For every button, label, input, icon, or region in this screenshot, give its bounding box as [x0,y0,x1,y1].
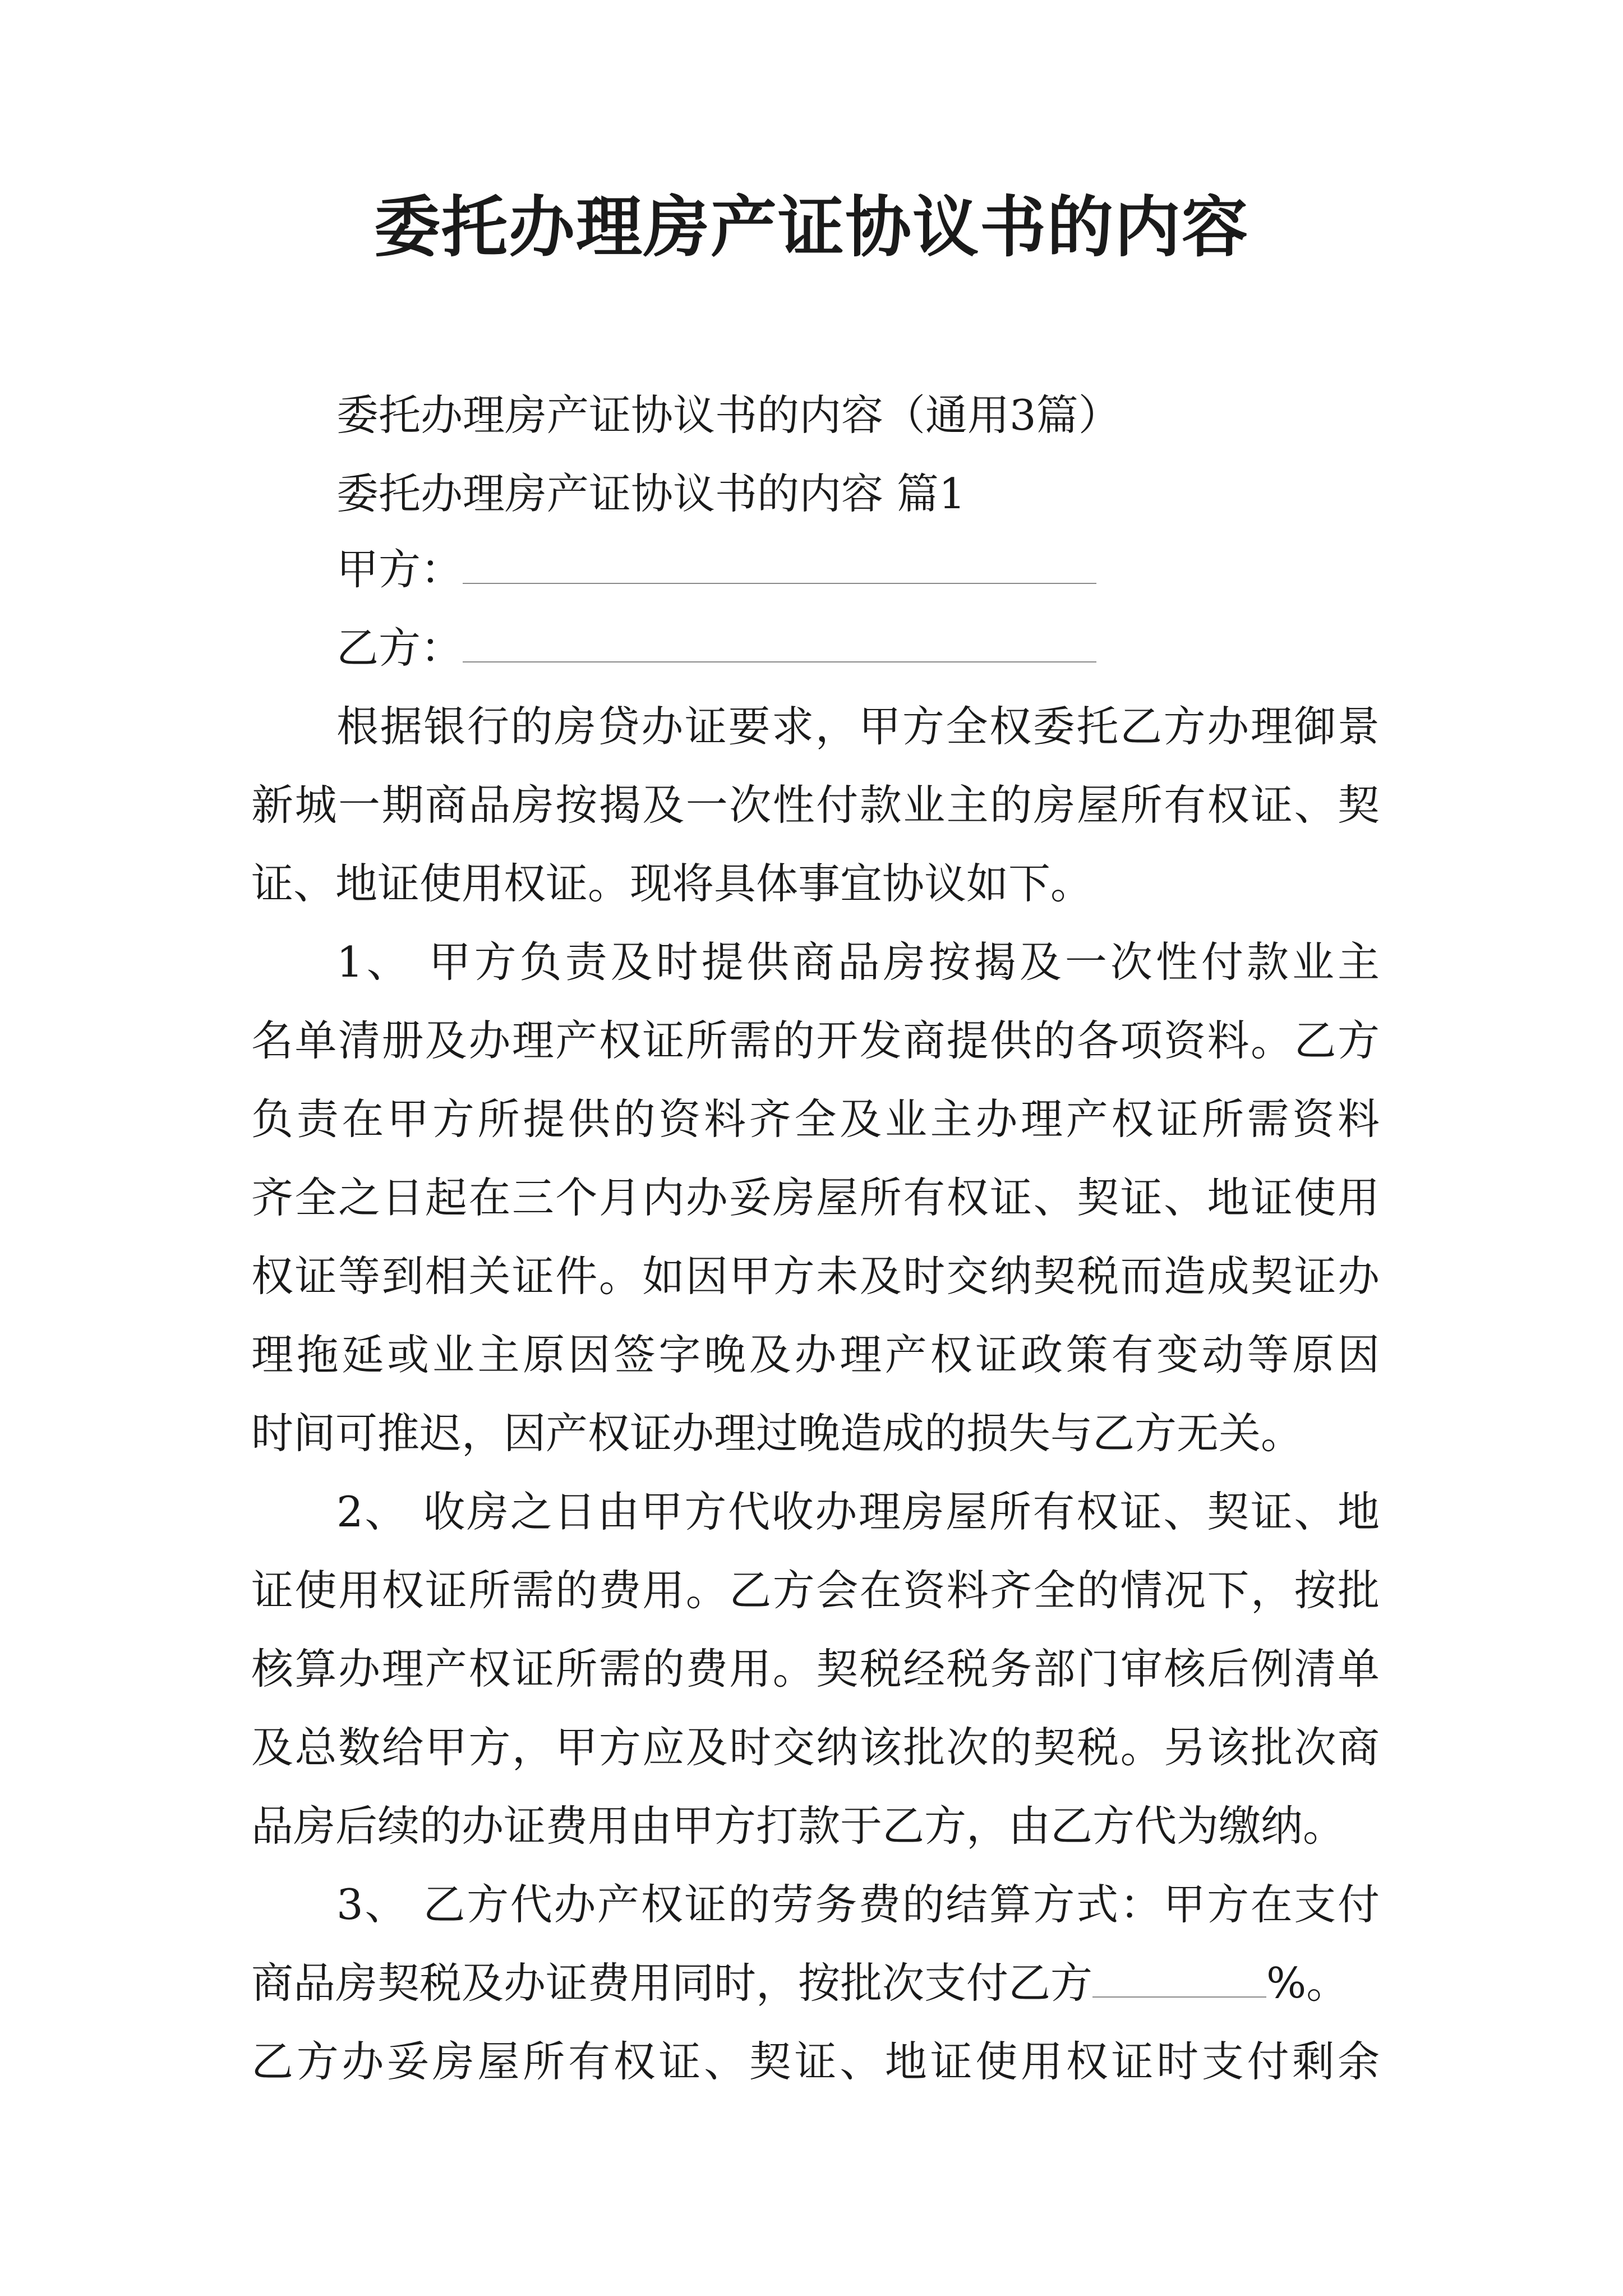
party-a-blank [463,583,1096,584]
paragraph-4-line-2 [251,1955,1348,2011]
subtitle: 委托办理房产证协议书的内容（通用3篇） [336,390,1121,440]
paragraph-2-line-1: 1、 甲方负责及时提供商品房按揭及一次性付款业主 [336,937,1380,987]
paragraph-1-line-2: 新城一期商品房按揭及一次性付款业主的房屋所有权证、契 [251,780,1380,830]
percent-suffix: %。 [1266,1958,1349,2008]
paragraph-3-line-5: 品房后续的办证费用由甲方打款于乙方，由乙方代为缴纳。 [251,1801,1345,1851]
paragraph-1-line-1: 根据银行的房贷办证要求，甲方全权委托乙方办理御景 [336,702,1380,751]
paragraph-2-line-5: 权证等到相关证件。如因甲方未及时交纳契税而造成契证办 [251,1251,1380,1301]
paragraph-2-line-2: 名单清册及办理产权证所需的开发商提供的各项资料。乙方 [251,1016,1380,1065]
document-title: 委托办理房产证协议书的内容 [374,188,1249,266]
paragraph-2-line-7: 时间可推迟，因产权证办理过晚造成的损失与乙方无关。 [251,1409,1303,1458]
paragraph-2-line-4: 齐全之日起在三个月内办妥房屋所有权证、契证、地证使用 [251,1173,1380,1222]
party-b-blank [463,661,1096,662]
paragraph-2-line-6: 理拖延或业主原因签字晚及办理产权证政策有变动等原因 [251,1330,1380,1379]
paragraph-4-line-2-text: 商品房契税及办证费用同时，按批次支付乙方 [251,1958,1093,2008]
paragraph-4-line-3: 乙方办妥房屋所有权证、契证、地证使用权证时支付剩余 [251,2037,1380,2086]
paragraph-3-line-1: 2、 收房之日由甲方代收办理房屋所有权证、契证、地 [336,1487,1380,1536]
paragraph-3-line-4: 及总数给甲方，甲方应及时交纳该批次的契税。另该批次商 [251,1723,1380,1772]
party-a-label: 甲方： [336,545,463,594]
percentage-blank [1092,1996,1266,1998]
paragraph-2-line-3: 负责在甲方所提供的资料齐全及业主办理产权证所需资料 [251,1094,1380,1144]
paragraph-3-line-3: 核算办理产权证所需的费用。契税经税务部门审核后例清单 [251,1644,1380,1694]
paragraph-1-line-3: 证、地证使用权证。现将具体事宜协议如下。 [251,859,1093,908]
party-a-line [336,541,1096,597]
party-b-label: 乙方： [336,623,463,673]
paragraph-4-line-1: 3、 乙方代办产权证的劳务费的结算方式：甲方在支付 [336,1880,1380,1929]
party-b-line [336,620,1096,676]
paragraph-3-line-2: 证使用权证所需的费用。乙方会在资料齐全的情况下，按批 [251,1566,1380,1615]
section-heading: 委托办理房产证协议书的内容 篇1 [336,469,966,518]
